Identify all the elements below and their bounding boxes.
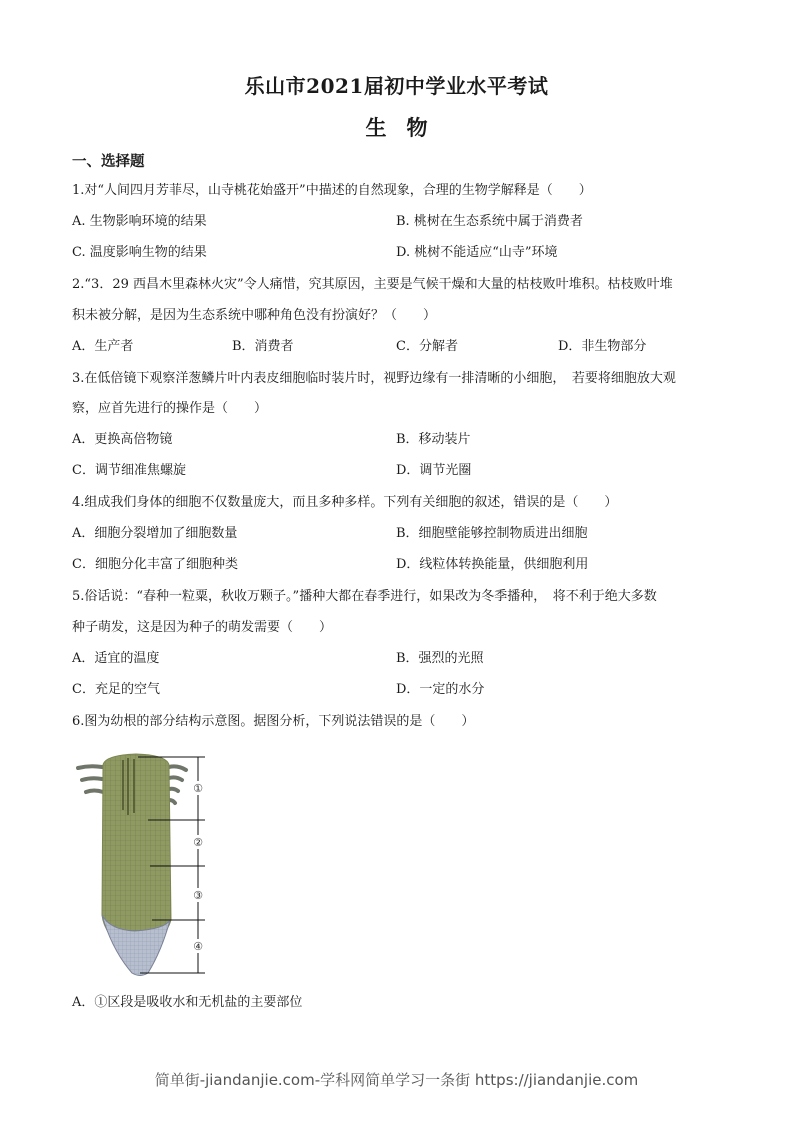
question-3-stem-line-2: 察，应首先进行的操作是（ ） (72, 401, 268, 416)
question-3-stem-line-1: 3.在低倍镜下观察洋葱鳞片叶内表皮细胞临时装片时，视野边缘有一排清晰的小细胞， 若要将细胞放大观 (72, 371, 676, 386)
zone-label-2: ② (193, 836, 203, 849)
question-6-stem: 6.图为幼根的部分结构示意图。据图分析，下列说法错误的是（ ） (72, 714, 475, 729)
root-structure-diagram (70, 745, 220, 977)
question-2-stem-line-2: 积未被分解，是因为生态系统中哪种角色没有扮演好？（ ） (72, 308, 437, 323)
question-5-option-d: D．一定的水分 (396, 682, 485, 697)
section-heading: 一、选择题 (72, 153, 145, 170)
question-4-option-b: B．细胞壁能够控制物质进出细胞 (396, 526, 588, 541)
question-2-option-a: A．生产者 (72, 339, 134, 354)
question-6-option-a: A．①区段是吸收水和无机盐的主要部位 (72, 995, 303, 1010)
question-1-stem: 1.对“人间四月芳菲尽，山寺桃花始盛开”中描述的自然现象，合理的生物学解释是（ ） (72, 183, 592, 198)
question-2-option-c: C．分解者 (396, 339, 458, 354)
question-5-option-c: C．充足的空气 (72, 682, 160, 697)
zone-label-3: ③ (193, 889, 203, 902)
question-4-option-a: A．细胞分裂增加了细胞数量 (72, 526, 238, 541)
subject-title: 生物 (365, 115, 448, 140)
question-1-option-b: B. 桃树在生态系统中属于消费者 (396, 214, 583, 229)
question-2-option-d: D．非生物部分 (558, 339, 647, 354)
question-5-option-a: A．适宜的温度 (72, 651, 160, 666)
zone-label-4: ④ (193, 940, 203, 953)
question-1-option-d: D. 桃树不能适应“山寺”环境 (396, 245, 558, 260)
exam-title: 乐山市2021届初中学业水平考试 (244, 74, 549, 98)
question-3-option-d: D．调节光圈 (396, 463, 472, 478)
question-5-stem-line-2: 种子萌发，这是因为种子的萌发需要（ ） (72, 620, 333, 635)
question-3-option-a: A．更换高倍物镜 (72, 432, 173, 447)
zone-label-1: ① (193, 782, 203, 795)
question-1-option-a: A. 生物影响环境的结果 (72, 214, 207, 229)
question-5-option-b: B．强烈的光照 (396, 651, 484, 666)
question-3-option-b: B．移动装片 (396, 432, 471, 447)
watermark-footer: 简单街-jiandanjie.com-学科网简单学习一条街 https://jiandanjie.com (154, 1071, 639, 1089)
question-4-option-d: D．线粒体转换能量，供细胞利用 (396, 557, 589, 572)
question-3-option-c: C．调节细准焦螺旋 (72, 463, 186, 478)
question-4-option-c: C．细胞分化丰富了细胞种类 (72, 557, 238, 572)
question-1-option-c: C. 温度影响生物的结果 (72, 245, 207, 260)
question-5-stem-line-1: 5.俗话说：“春种一粒粟，秋收万颗子。”播种大都在春季进行，如果改为冬季播种， 将不利于绝大多数 (72, 589, 657, 604)
question-4-stem: 4.组成我们身体的细胞不仅数量庞大，而且多种多样。下列有关细胞的叙述，错误的是（ ） (72, 495, 618, 510)
question-2-stem-line-1: 2.“3．29 西昌木里森林火灾”令人痛惜，究其原因，主要是气候干燥和大量的枯枝败叶堆积。枯枝败叶堆 (72, 277, 673, 292)
question-2-option-b: B．消费者 (232, 339, 294, 354)
